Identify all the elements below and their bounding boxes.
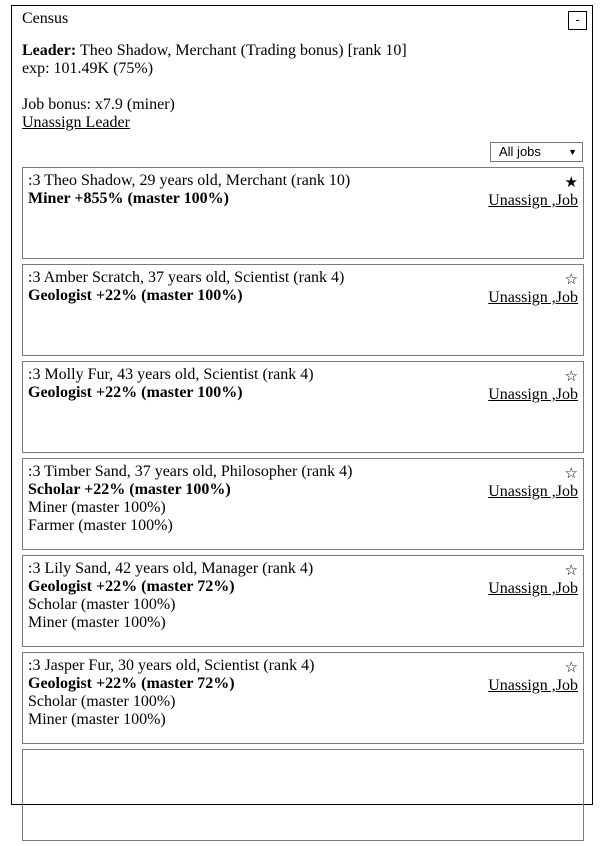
unassign-leader-link[interactable]: Unassign Leader [22,114,130,131]
citizen-job: Geologist +22% (master 72%) [28,675,235,692]
citizen-card [22,167,584,259]
leader-label: Leader: [22,42,77,59]
job-bonus-section [22,96,175,132]
citizen-job: Miner +855% (master 100%) [28,190,229,207]
unassign-job-link[interactable]: Unassign ,Job [488,192,578,209]
citizen-job: Geologist +22% (master 100%) [28,287,243,304]
favorite-star-icon[interactable]: ★ [564,173,578,191]
favorite-star-icon[interactable]: ☆ [564,367,578,385]
unassign-job-link[interactable]: Unassign ,Job [488,386,578,403]
citizen-header: :3 Molly Fur, 43 years old, Scientist (rank 4) [28,366,314,383]
favorite-star-icon[interactable]: ☆ [564,270,578,288]
leader-info [22,42,407,78]
leader-text: Theo Shadow, Merchant (Trading bonus) [rank 10] [79,42,407,59]
unassign-job-link[interactable]: Unassign ,Job [488,580,578,597]
citizen-header: :3 Timber Sand, 37 years old, Philosopher (rank 4) [28,463,353,480]
citizen-job: Geologist +22% (master 72%) [28,578,235,595]
favorite-star-icon[interactable]: ☆ [564,464,578,482]
citizen-header: :3 Lily Sand, 42 years old, Manager (rank 4) [28,560,314,577]
unassign-job-link[interactable]: Unassign ,Job [488,289,578,306]
panel-title: Census [22,10,69,27]
job-bonus: Job bonus: x7.9 (miner) [22,96,175,113]
citizen-skill: Miner (master 100%) [28,614,166,631]
citizen-skill: Farmer (master 100%) [28,517,173,534]
citizen-skill: Scholar (master 100%) [28,693,176,710]
unassign-job-link[interactable]: Unassign ,Job [488,483,578,500]
citizen-card [22,749,584,841]
favorite-star-icon[interactable]: ☆ [564,561,578,579]
citizen-header: :3 Theo Shadow, 29 years old, Merchant (rank 10) [28,172,351,189]
collapse-button[interactable]: - [568,11,587,30]
citizen-skill: Miner (master 100%) [28,711,166,728]
citizen-card [22,555,584,647]
citizen-card [22,458,584,550]
citizen-card [22,361,584,453]
citizen-card [22,652,584,744]
job-filter-select[interactable] [490,142,583,162]
citizen-job: Geologist +22% (master 100%) [28,384,243,401]
citizen-header: :3 Amber Scratch, 37 years old, Scientist (rank 4) [28,269,345,286]
unassign-job-link[interactable]: Unassign ,Job [488,677,578,694]
citizen-job: Scholar +22% (master 100%) [28,481,231,498]
citizen-card [22,264,584,356]
dropdown-arrow-icon: ▼ [568,147,577,157]
citizen-list [22,167,584,846]
leader-exp: exp: 101.49K (75%) [22,60,154,77]
job-filter-value: All jobs [499,144,541,159]
citizen-skill: Scholar (master 100%) [28,596,176,613]
citizen-header: :3 Jasper Fur, 30 years old, Scientist (rank 4) [28,657,315,674]
census-panel [11,5,593,805]
citizen-skill: Miner (master 100%) [28,499,166,516]
favorite-star-icon[interactable]: ☆ [564,658,578,676]
